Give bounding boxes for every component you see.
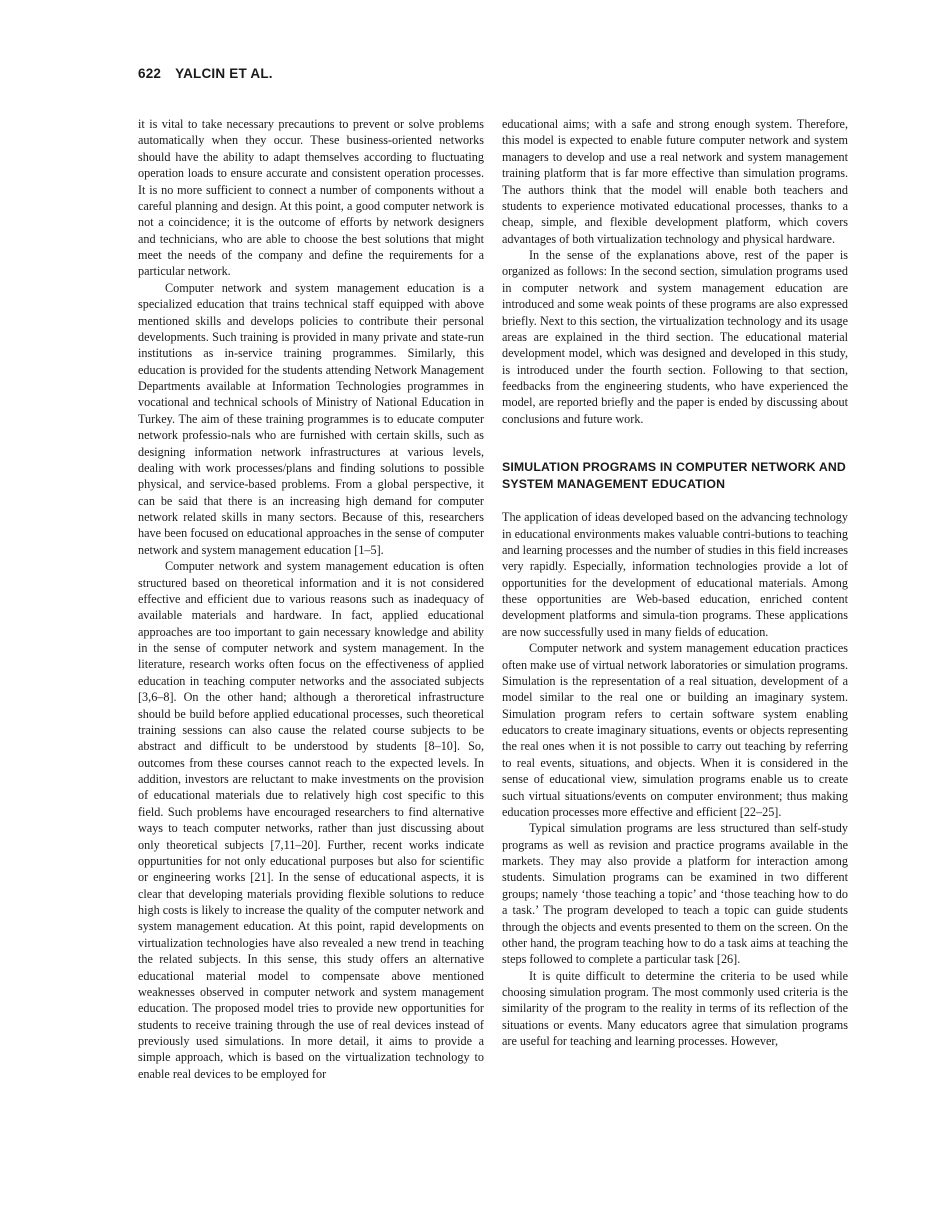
paragraph: Computer network and system management education is often structured based on theoretical information and it is not considered effective and efficient due to various reasons such as inadequacy of available materials and hardware. In fact, applied educational approaches are too important to gain necessary knowledge and ability in the sense of computer network and system management. In the literature, research works often focus on the effectiveness of applied education in teaching computer networks and the associated subjects [3,6–8]. On the other hand; although a theroretical infrastructure should be build before applied educational processes, such theoretical training sessions can also cause the related course subjects to be abstract and difficult to be understood by students [8–10]. So, outcomes from these courses cannot reach to the expected levels. In addition, investors are reluctant to make investments on the provision of educational materials due to relatively high cost specific to this field. Such problems have encouraged researchers to find alternative ways to teach computer networks, rather than just discussing about only theoretical subjects [7,11–20]. Further, recent works indicate oppurtunities for not only educational purposes but also for scientific or engineering works [21]. In the sense of educational aspects, it is clear that developing materials providing flexible solutions to reduce high costs is likely to increase the quality of the computer network and system management education. At this point, rapid developments on virtualization technologies have also revealed a new trend in teaching the related subjects. In this sense, this study offers an alternative educational material model to compensate above mentioned weaknesses observed in computer network and system management education. The proposed model tries to provide new opportunities for students to receive training through the use of real devices instead of previously used simulations. In more detail, it aims to provide a simple approach, which is based on the virtualization technology to enable real devices to be employed for [138,559,484,1081]
paragraph: Computer network and system management education practices often make use of virtual network laboratories or simulation programs. Simulation is the representation of a real situation, development of a model similar to the real one or building an imaginary system. Simulation program refers to certain software system enabling educators to create imaginary situations, events or objects representing the real ones when it is not possible to carry out teaching by referring to real events, situations, and objects. When it is considered in the sense of educational view, simulation programs enable us to create such virtual situations/events on computer environment; thus making education processes more effective and efficient [22–25]. [502,641,848,819]
running-header [138,66,273,81]
paragraph: Typical simulation programs are less structured than self-study programs as well as revision and practice programs available in the markets. They may also provide a platform for interaction among students. Simulation programs can be examined in two different groups; namely ‘those teaching a topic’ and ‘those teaching how to do a task.’ The program developed to teach a topic can guide students through the objects and events presented to them on the screen. On the other hand, the program teaching how to do a task aims at teaching the steps followed to complete a particular task [26]. [502,821,848,967]
paragraph: The application of ideas developed based on the advancing technology in educational environments makes valuable contri-butions to teaching and learning processes and the number of studies in this field increases very rapidly. Especially, information technologies provide a lot of opportunities for the development of educational materials. Among these opportunities are Web-based education, enriched content development platforms and simula-tion programs. These applications are now successfully used in many fields of education. [502,510,848,639]
section-heading: SIMULATION PROGRAMS IN COMPUTER NETWORK AND SYSTEM MANAGEMENT EDUCATION [502,460,846,491]
paragraph: it is vital to take necessary precautions to prevent or solve problems automatically when they occur. These business-oriented networks should have the ability to adapt themselves according to fluctuating operation loads to ensure accurate and consistent operation processes. It is no more sufficient to connect a number of components without a careful planning and design. At this point, a good computer network is not a coincidence; it is the outcome of efforts by network designers and technicians, who are able to choose the best solutions that might meet the needs of the company and define the requirements for a particular network. [138,117,484,279]
right-column [502,116,848,1050]
page-number: 622 [138,66,162,81]
paragraph: It is quite difficult to determine the criteria to be used while choosing simulation program. The most commonly used criteria is the similarity of the program to the reality in terms of its reflection of the situations or events. Many educators agree that simulation programs are useful for teaching and learning processes. However, [502,968,848,1049]
paragraph: Computer network and system management education is a specialized education that trains technical staff equipped with above mentioned skills and develops policies to contribute their personal developments. Such training is provided in many private and state-run institutions as in-service training programmes. Similarly, this education is provided for the students attending Network Management Departments available at Information Technologies programmes in vocational and technical schools of Ministry of National Education in Turkey. The aim of these training programmes is to educate computer network professio-nals who are furnished with certain skills, such as designing information network infrastructures at various levels, dealing with work processes/plans and finding solutions to possible physical, and service-based problems. From a global perspective, it can be said that there is an increasing high demand for computer network related skills in many sectors. Because of this, researchers have been focused on educational approaches in the sense of computer network and system management education [1–5]. [138,280,484,557]
running-title: YALCIN ET AL. [175,66,273,81]
paragraph: educational aims; with a safe and strong enough system. Therefore, this model is expected to enable future computer network and system managers to develop and use a real network and system management training platform that is far more effective than simulation programs. The authors think that the model will enable both teachers and students to experience motivated educational processes, thanks to a cheap, simple, and flexible development platform, which covers advantages of both virtualization technology and physical hardware. [502,117,848,246]
paragraph: In the sense of the explanations above, rest of the paper is organized as follows: In the second section, simulation programs used in computer network and system management education are introduced and some weak points of these programs are also expressed briefly. Next to this section, the virtualization technology and its usage areas are explained in the third section. The educational material development model, which was designed and developed in this study, is introduced under the fourth section. Following to that section, feedbacks from the engineering students, who have experienced the model, are reported briefly and the paper is ended by discussing about conclusions and future work. [502,248,848,426]
left-column [138,116,484,1082]
